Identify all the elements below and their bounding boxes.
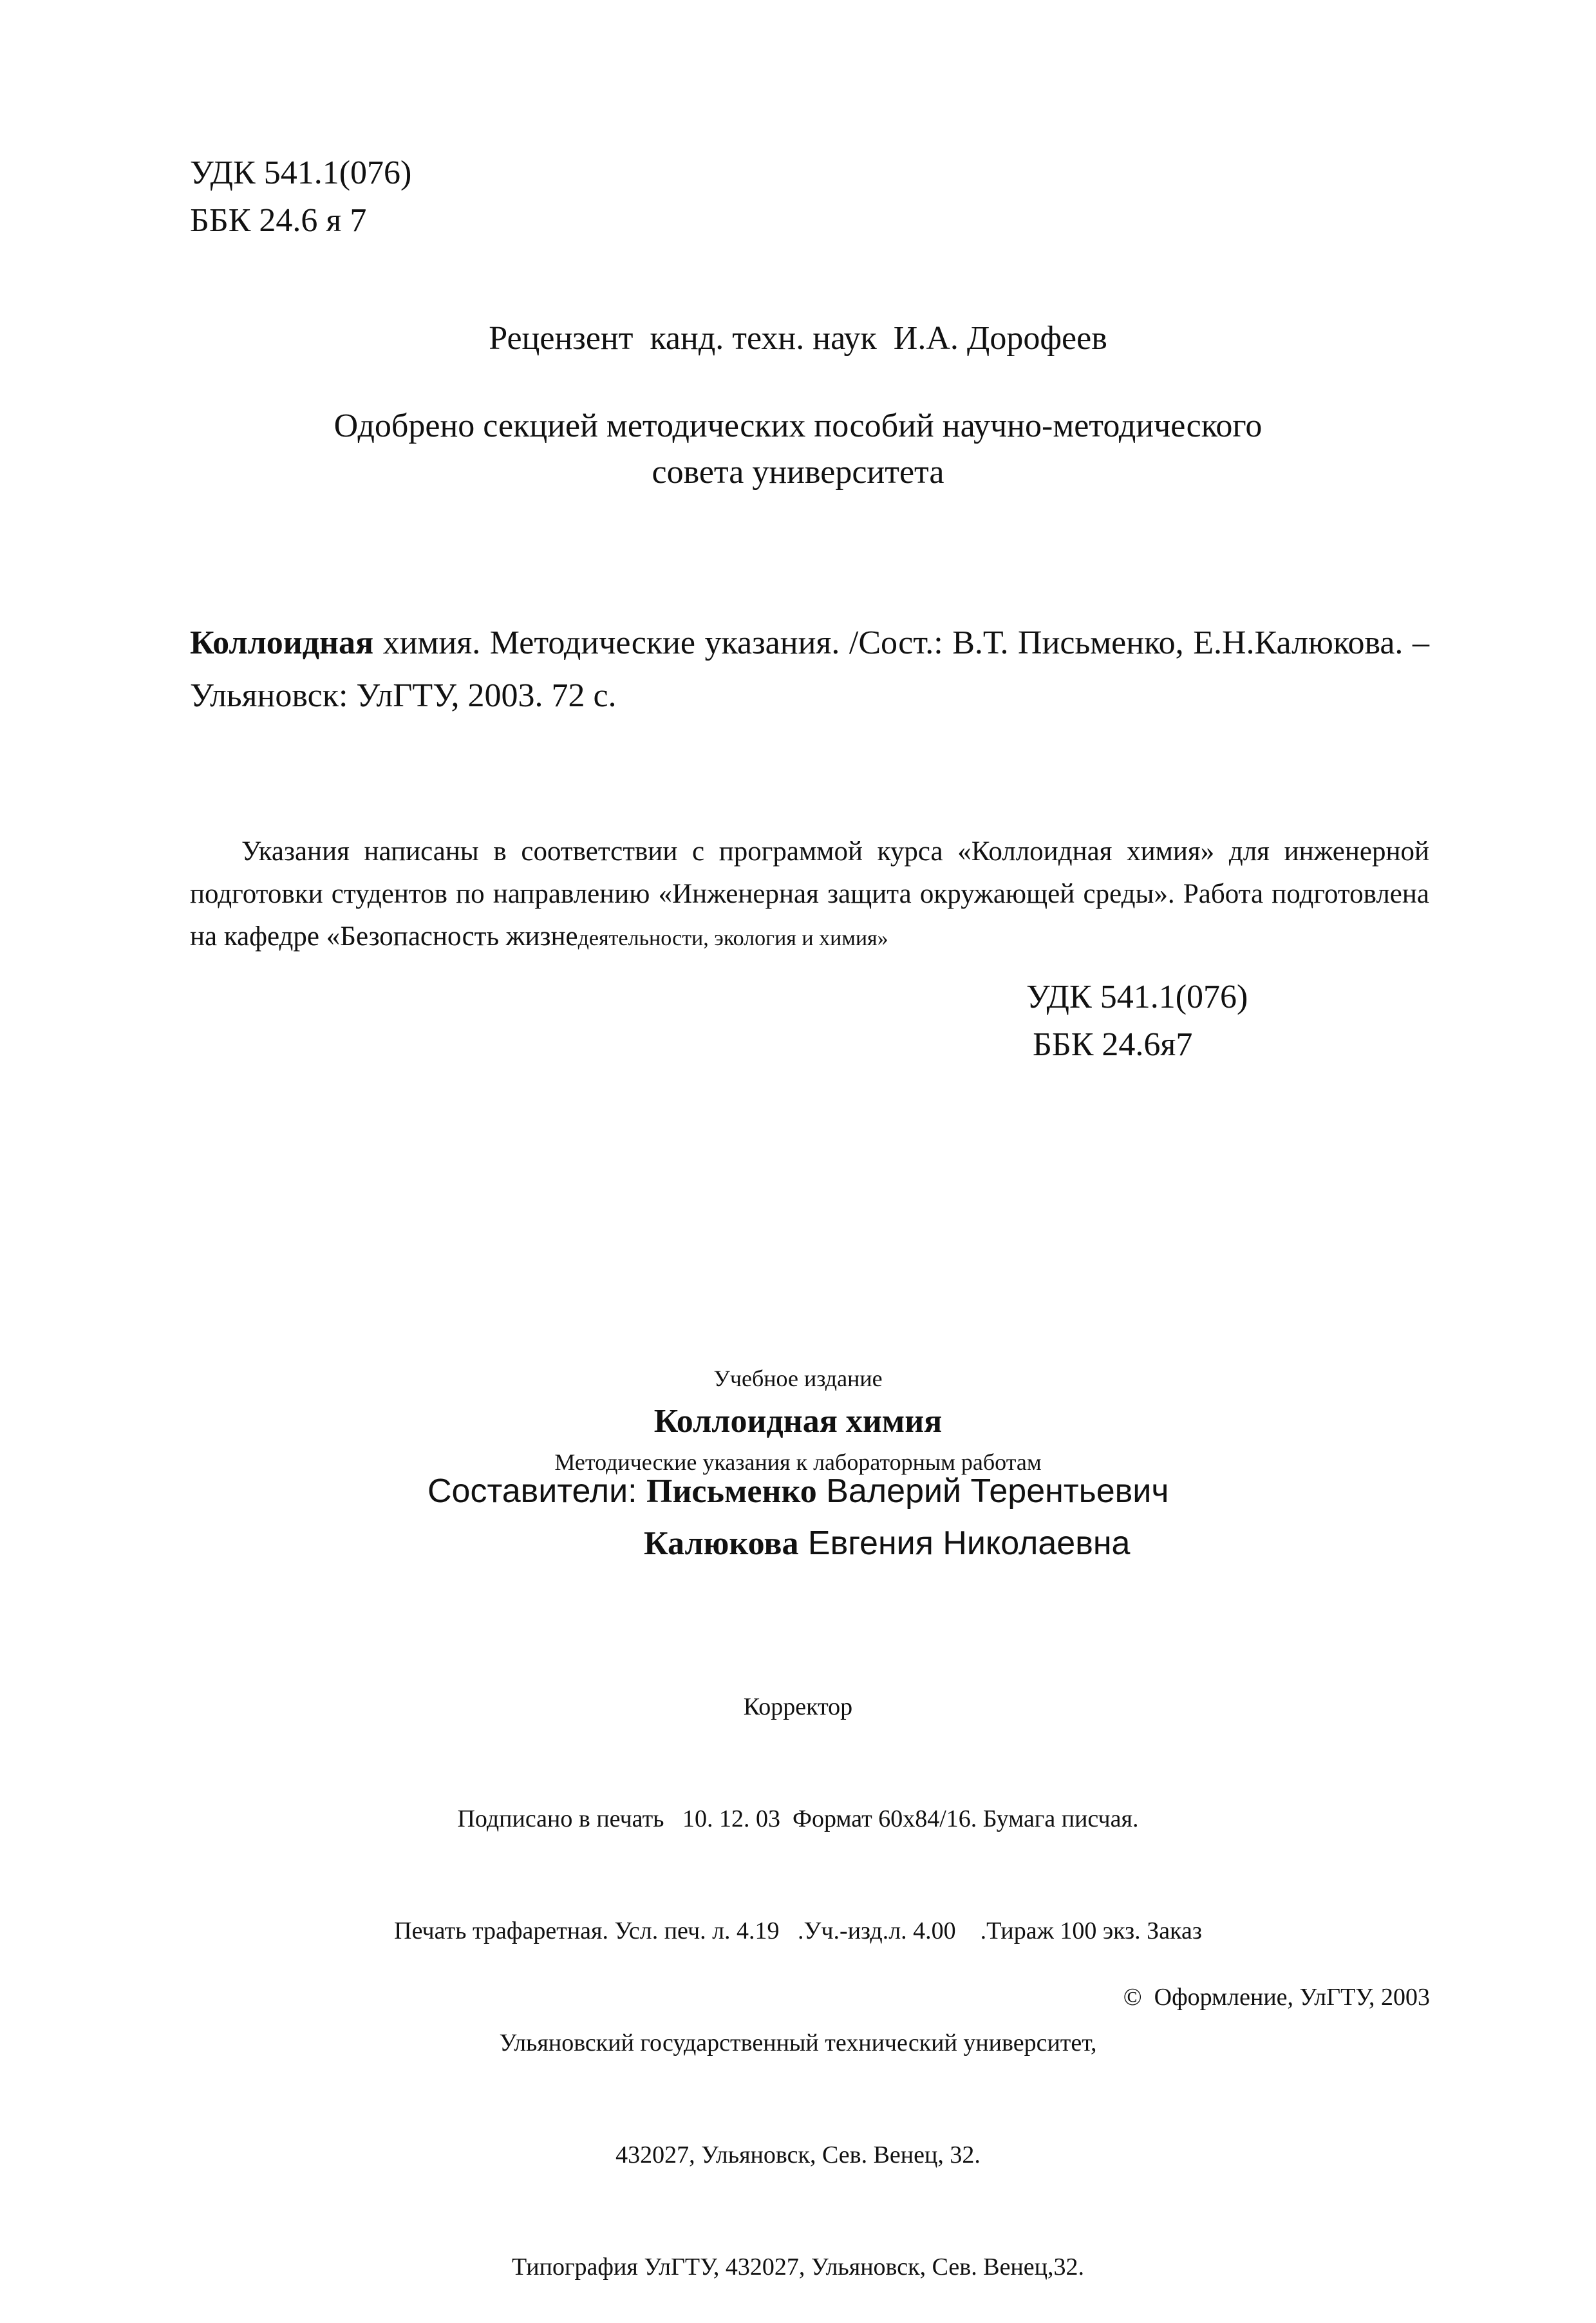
- approval-line-1: Одобрено секцией методических пособий научно-методического: [333, 408, 1263, 444]
- udk-block-top: [190, 149, 411, 245]
- udk-code: УДК 541.1(076): [190, 155, 412, 191]
- reviewer-line: Рецензент канд. техн. наук И.А. Дорофеев: [489, 320, 1107, 357]
- compiler-2-name: Евгения Николаевна: [798, 1525, 1131, 1562]
- compilers-row-1: [427, 1465, 1169, 1518]
- imprint-print-date: Подписано в печать 10. 12. 03 Формат 60x84/16. Бумага писчая.: [457, 1805, 1139, 1832]
- approval-line-2: совета университета: [652, 454, 944, 491]
- annotation-text-small: деятельности, экология и химия»: [577, 926, 888, 950]
- imprint-address: 432027, Ульяновск, Сев. Венец, 32.: [615, 2141, 981, 2168]
- compilers-label: Составители:: [427, 1472, 647, 1510]
- compiler-1-surname: Письменко: [646, 1473, 817, 1510]
- bbk-code: ББК 24.6 я 7: [190, 202, 367, 239]
- compiler-2-surname: Калюкова: [644, 1525, 799, 1562]
- imprint-print-specs: Печать трафаретная. Усл. печ. л. 4.19 .Уч.-изд.л. 4.00 .Тираж 100 экз. Заказ: [394, 1917, 1202, 1944]
- copyright-line: © Оформление, УлГТУ, 2003: [1123, 1984, 1430, 2011]
- imprint-block: [0, 1613, 1596, 2323]
- udk-block-right: [1026, 973, 1248, 1069]
- udk-code-right: УДК 541.1(076): [1026, 979, 1248, 1015]
- compiler-1-name: Валерий Терентьевич: [816, 1472, 1169, 1510]
- bbk-code-right: ББК 24.6я7: [1033, 1026, 1193, 1063]
- compilers-block: [427, 1465, 1169, 1570]
- imprint-university: Ульяновский государственный технический университет,: [499, 2029, 1097, 2056]
- biblio-details: химия. Методические указания. /Сост.: В.Т. Письменко, Е.Н.Калюкова. – Ульяновск: УлГТУ, 2003. 72 с.: [190, 625, 1429, 714]
- imprint-corrector: Корректор: [743, 1693, 853, 1720]
- annotation-text: Указания написаны в соответствии с программой курса «Коллоидная химия» для инженерной подготовки студентов по направлению «Инженерная защита окружающей среды». Работа подготовлена на кафедре «Безопасность жизне: [190, 836, 1429, 952]
- approval-note: [0, 403, 1596, 496]
- biblio-title: Коллоидная: [190, 625, 374, 661]
- annotation-paragraph: [190, 831, 1429, 960]
- compilers-row-2: [427, 1518, 1169, 1570]
- bibliographic-record: [190, 617, 1429, 722]
- edition-type: Учебное издание: [713, 1366, 883, 1391]
- colophon: [0, 1359, 1596, 1480]
- edition-subtitle: Методические указания к лабораторным работам: [554, 1449, 1042, 1475]
- imprint-typography: Типография УлГТУ, 432027, Ульяновск, Сев. Венец,32.: [512, 2253, 1084, 2281]
- edition-title: Коллоидная химия: [653, 1403, 943, 1440]
